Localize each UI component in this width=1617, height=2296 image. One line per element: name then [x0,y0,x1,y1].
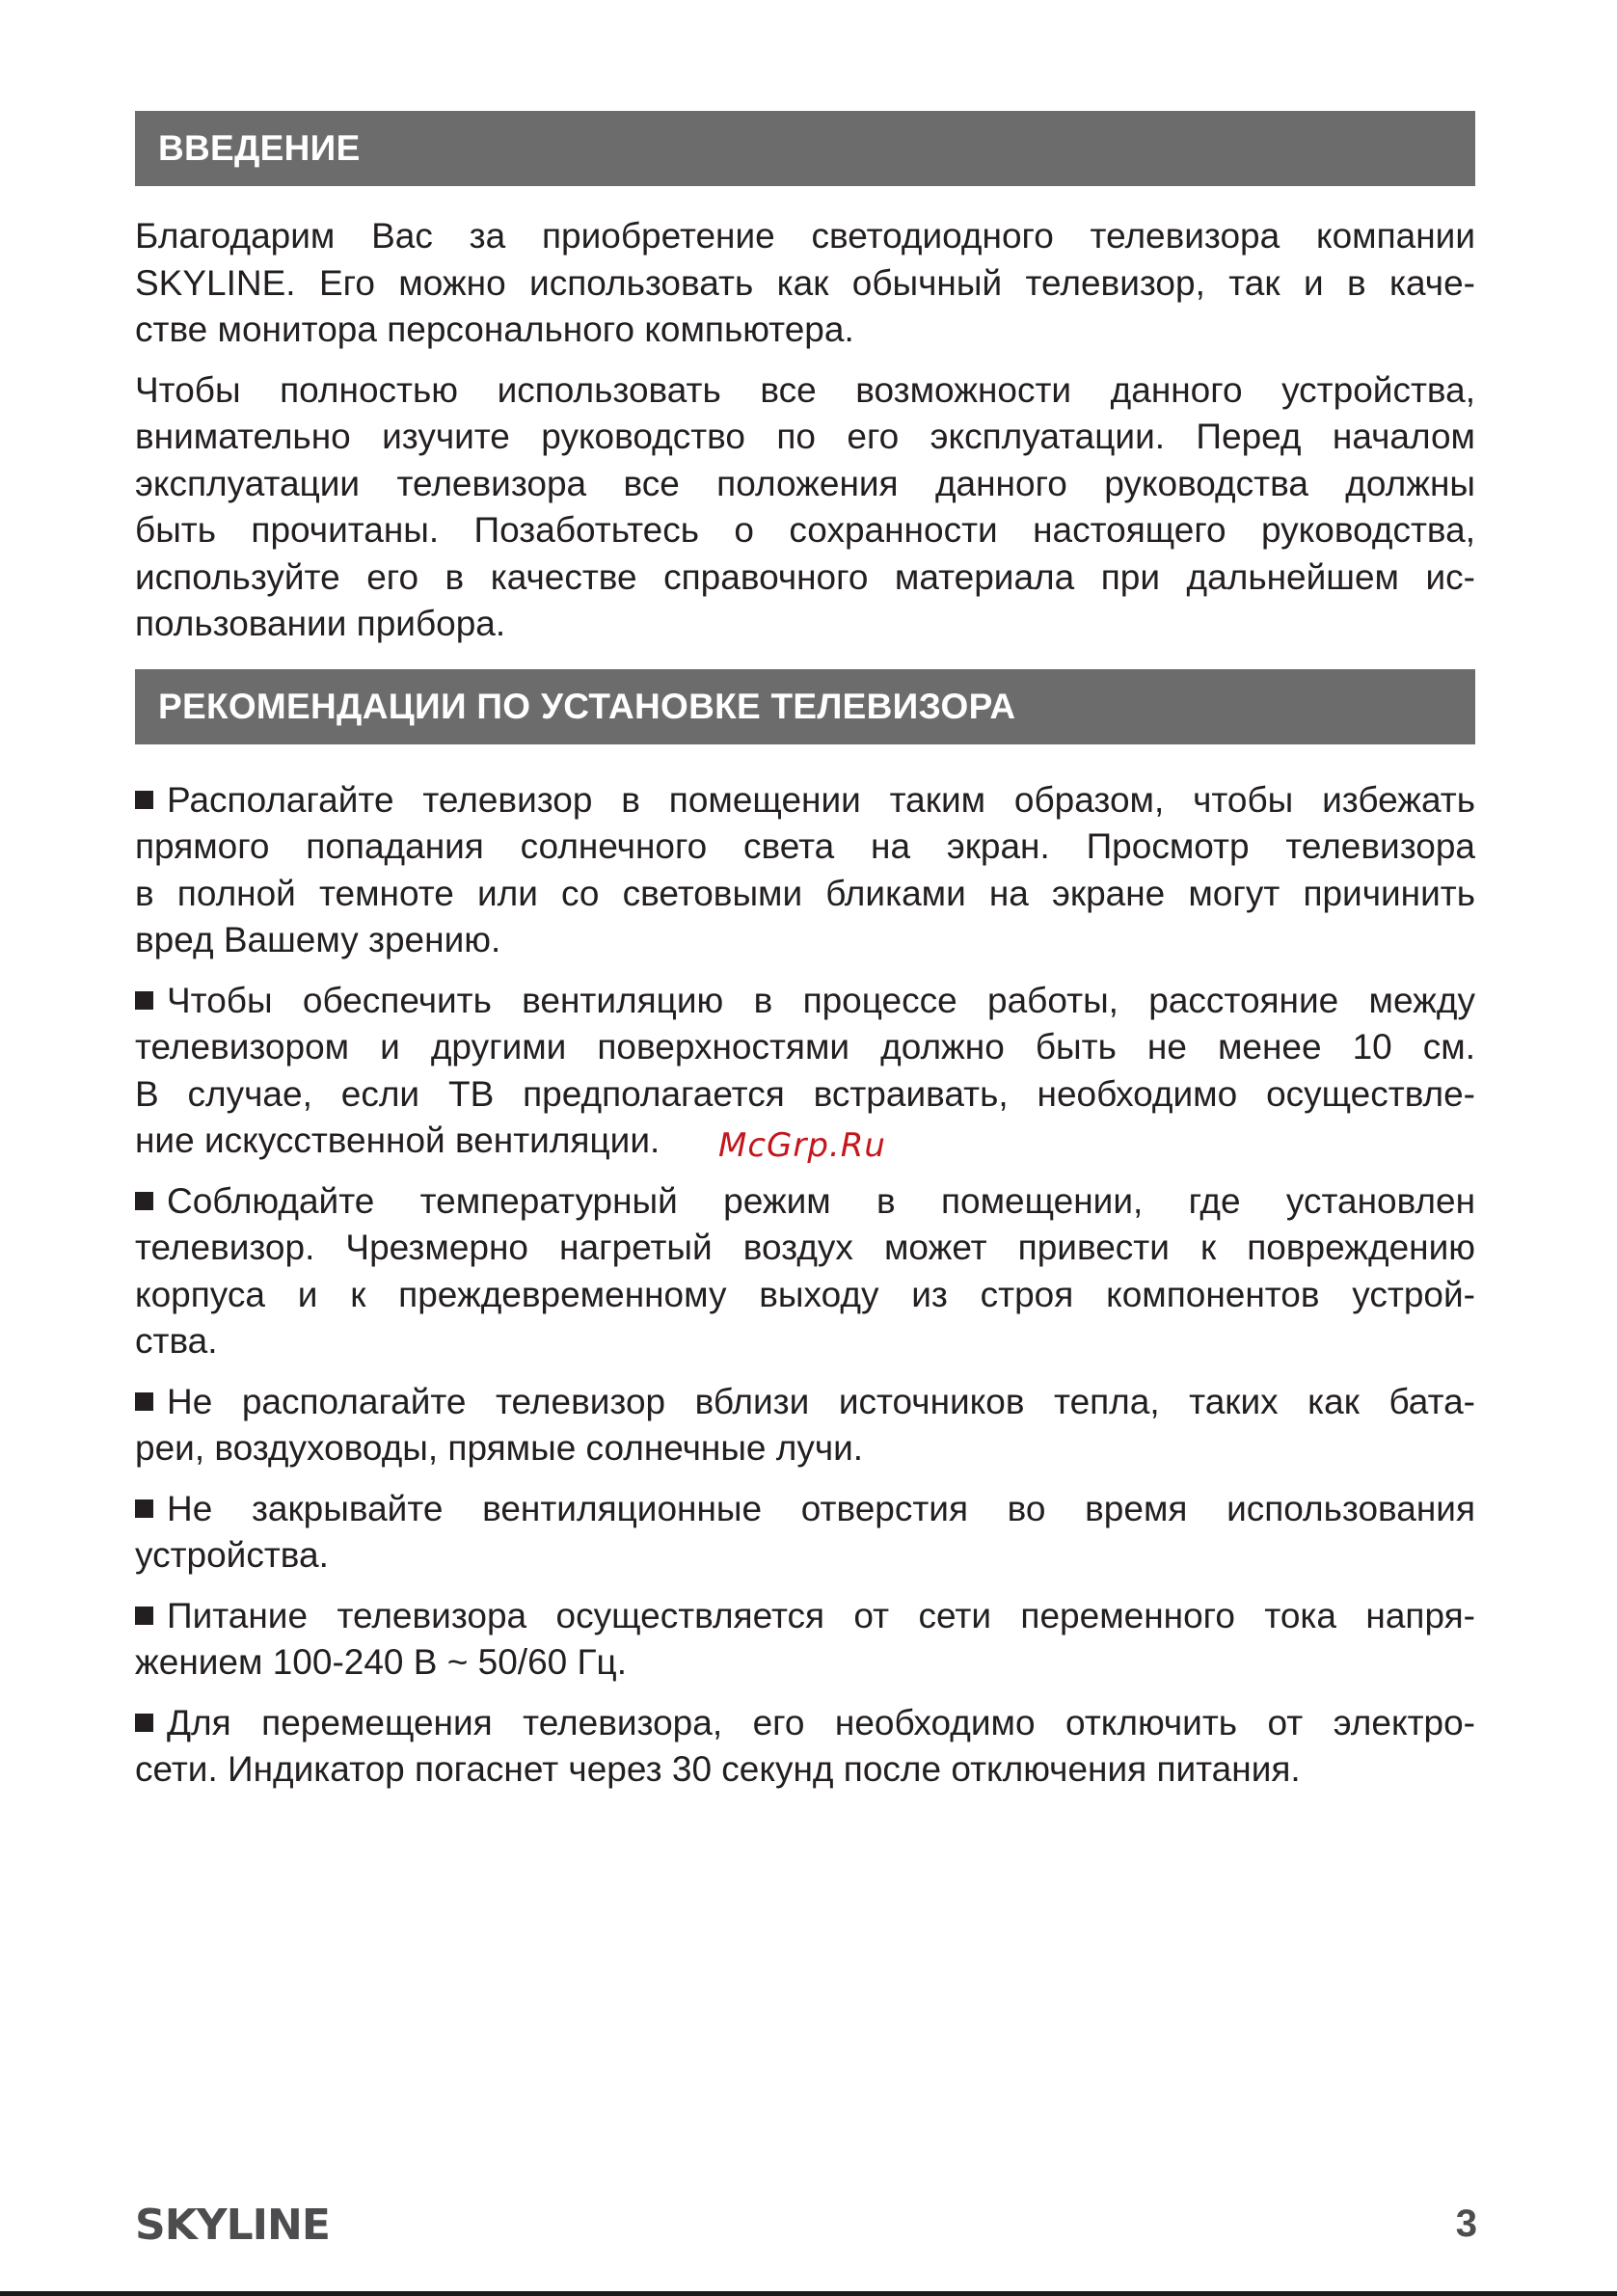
text-content: используйте его в качестве справочного материала при дальнейшем ис- [135,556,1475,597]
bullet-item [135,1700,1475,1794]
text-line [135,507,1475,554]
text-content: в полной темноте или со световыми бликами на экране могут причинить [135,873,1475,913]
text-line [135,1272,1475,1319]
text-content: сети. Индикатор погаснет через 30 секунд после отключения питания. [135,1749,1301,1789]
text-line [135,1486,1475,1533]
text-line [135,1593,1475,1640]
text-content: Для перемещения телевизора, его необходимо отключить от электро- [167,1702,1475,1742]
intro-body [135,213,1475,648]
text-content: быть прочитаны. Позаботьтесь о сохранности настоящего руководства, [135,510,1475,550]
bullet-item [135,1178,1475,1365]
install-body [135,777,1475,1794]
text-content: телевизором и другими поверхностями должно быть не менее 10 см. [135,1027,1475,1067]
section-header-install: РЕКОМЕНДАЦИИ ПО УСТАНОВКЕ ТЕЛЕВИЗОРА [135,669,1475,744]
text-line [135,461,1475,508]
bullet-square-icon [135,1392,153,1411]
text-content: вред Вашему зрению. [135,920,501,959]
paragraph [135,213,1475,354]
section-header-intro: ВВЕДЕНИЕ [135,111,1475,186]
text-line [135,1700,1475,1747]
text-line [135,1178,1475,1226]
page-number: 3 [1455,2202,1477,2245]
text-content: эксплуатации телевизора все положения данного руководства должны [135,463,1475,503]
page-body [135,111,1475,1807]
text-content: Чтобы полностью использовать все возможности данного устройства, [135,369,1475,410]
text-line [135,917,1475,964]
text-content: В случае, если ТВ предполагается встраивать, необходимо осуществле- [135,1073,1475,1114]
bullet-item [135,1379,1475,1472]
text-content: Не располагайте телевизор вблизи источников тепла, таких как бата- [167,1381,1475,1421]
text-line [135,1532,1475,1580]
text-content: жением 100-240 В ~ 50/60 Гц. [135,1642,628,1682]
watermark: McGrp.Ru [718,1126,886,1165]
bullet-square-icon [135,791,153,809]
text-line [135,777,1475,824]
text-content: Располагайте телевизор в помещении таким образом, чтобы избежать [167,779,1475,820]
text-content: прямого попадания солнечного света на экран. Просмотр телевизора [135,826,1475,866]
text-line [135,1425,1475,1472]
paragraph [135,367,1475,648]
text-line [135,1225,1475,1272]
text-content: Питание телевизора осуществляется от сети переменного тока напря- [167,1595,1475,1635]
text-content: внимательно изучите руководство по его эксплуатации. Перед началом [135,417,1475,456]
text-content: ние искусственной вентиляции. [135,1121,660,1160]
footer-logo: SKYLINE [135,2201,330,2250]
bullet-item [135,777,1475,964]
text-content: SKYLINE. Его можно использовать как обычный телевизор, так и в каче- [135,262,1475,303]
bullet-item [135,1486,1475,1580]
text-content: пользовании прибора. [135,604,506,643]
text-line [135,601,1475,648]
text-line [135,367,1475,415]
text-line [135,871,1475,918]
text-content: телевизор. Чрезмерно нагретый воздух может привести к повреждению [135,1228,1475,1267]
bullet-square-icon [135,1499,153,1518]
text-line [135,978,1475,1025]
text-content: реи, воздуховоды, прямые солнечные лучи. [135,1428,864,1468]
bullet-square-icon [135,1192,153,1210]
text-line [135,1379,1475,1426]
text-line [135,213,1475,260]
text-line [135,824,1475,871]
text-line [135,1639,1475,1687]
text-line [135,414,1475,461]
text-content: устройства. [135,1535,329,1575]
text-content: ства. [135,1321,218,1361]
bullet-square-icon [135,1607,153,1625]
bullet-square-icon [135,991,153,1010]
text-content: Чтобы обеспечить вентиляцию в процессе работы, расстояние между [167,980,1475,1020]
text-line [135,1318,1475,1365]
bullet-item [135,1593,1475,1687]
text-content: Соблюдайте температурный режим в помещении, где установлен [167,1180,1475,1221]
text-line [135,1746,1475,1794]
text-line [135,307,1475,354]
text-line [135,554,1475,602]
text-line [135,1024,1475,1071]
bottom-rule [0,2291,1617,2296]
text-content: стве монитора персонального компьютера. [135,310,854,349]
text-content: корпуса и к преждевременному выходу из строя компонентов устрой- [135,1274,1475,1314]
text-content: Благодарим Вас за приобретение светодиодного телевизора компании [135,216,1475,256]
text-line [135,1071,1475,1119]
bullet-square-icon [135,1714,153,1732]
text-line [135,260,1475,308]
text-content: Не закрывайте вентиляционные отверстия во время использования [167,1488,1475,1528]
